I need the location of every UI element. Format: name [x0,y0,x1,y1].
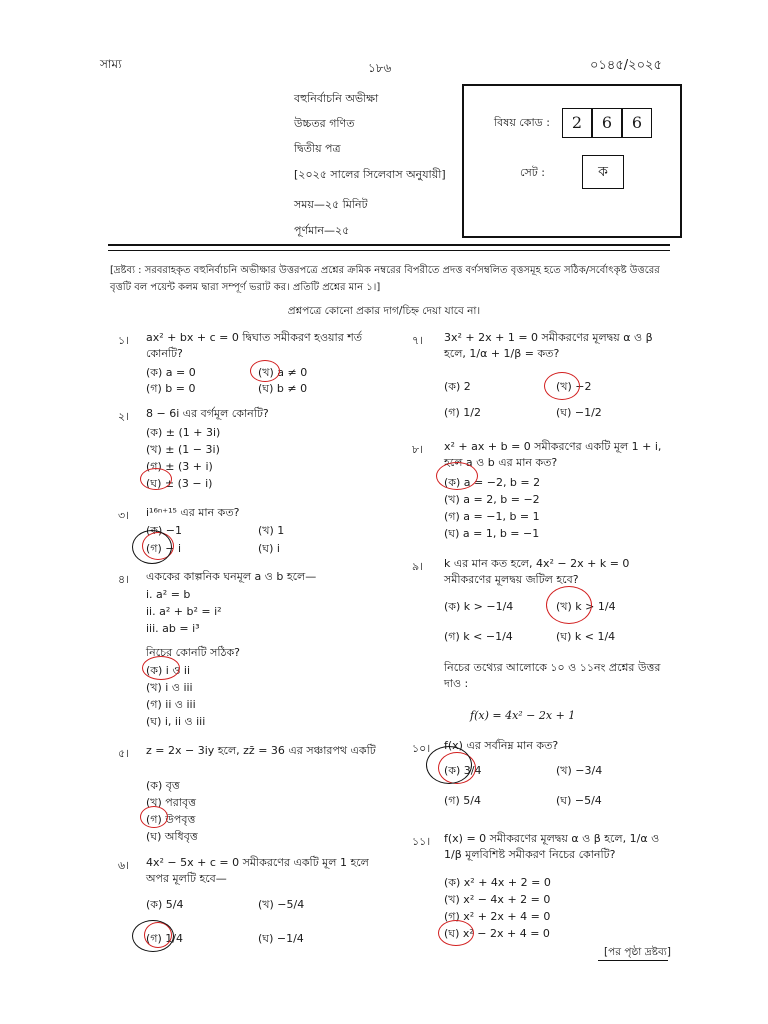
question-number: ৯। [412,560,424,573]
option-b: (খ) −3/4 [556,764,603,777]
option-b: (খ) k > 1/4 [556,600,616,613]
question-text: f(x) এর সর্বনিম্ন মান কত? [444,739,559,752]
question-text: 3x² + 2x + 1 = 0 সমীকরণের মূলদ্বয় α ও β হলে, 1/α + 1/β = কত? [444,331,653,360]
option-c: (গ) 1/4 [146,932,183,945]
option-a: (ক) ± (1 + 3i) [146,426,221,439]
time-limit: সময়—২৫ মিনিট [294,198,368,211]
subject-code-digit: 6 [622,108,652,138]
divider [108,250,670,251]
question-text: ax² + bx + c = 0 দ্বিঘাত সমীকরণ হওয়ার শর্ত কোনটি? [146,331,363,360]
option-a: (ক) a = 0 [146,366,196,379]
divider [108,244,670,246]
option-a: (ক) k > −1/4 [444,600,514,613]
question-number: ৭। [412,334,424,347]
page-number: ১৮৬ [368,61,392,75]
header-left: সাম্য [100,57,122,71]
option-c: (গ) উপবৃত্ত [146,813,196,826]
option-c: (গ) b = 0 [146,382,196,395]
option-d: (ঘ) a = 1, b = −1 [444,527,540,540]
question-text: 4x² − 5x + c = 0 সমীকরণের একটি মূল 1 হলে অপর মূলটি হবে— [146,856,369,885]
option-a: (ক) i ও ii [146,664,191,677]
option-b: (খ) ± (1 − 3i) [146,443,220,456]
warning-note: প্রশ্নপত্রে কোনো প্রকার দাগ/চিহ্ন দেয়া যাবে না। [287,305,481,317]
question-text: f(x) = 0 সমীকরণের মূলদ্বয় α ও β হলে, 1/α ও 1/β মূলবিশিষ্ট সমীকরণ নিচের কোনটি? [444,832,660,861]
question-number: ২। [118,410,130,423]
question-number: ৪। [118,573,130,586]
option-d: (ঘ) b ≠ 0 [258,382,308,395]
subject-code-digit: 2 [562,108,592,138]
option-d: (ঘ) i [258,542,280,555]
instruction-note: [দ্রষ্টব্য : সরবরাহকৃত বহুনির্বাচনি অভীক্ষার উত্তরপত্রে প্রশ্নের ক্রমিক নম্বরের বিপরীতে প্রদত্ত বর্ণসম্বলিত বৃত্তসমূহ হতে সঠিক/সর্বোৎকৃষ্ট উত্তরের বৃত্তটি বল পয়েন্ট কলম দ্বারা সম্পূর্ণ ভরাট কর। প্রতিটি প্রশ্নের মান ১।] [110,265,660,293]
question-number: ৬। [118,859,130,872]
full-marks: পূর্ণমান—২৫ [294,224,350,237]
option-a: (ক) 3/4 [444,764,482,777]
subject-name: উচ্চতর গণিত [294,117,355,130]
question-number: ৮। [412,443,424,456]
option-b: (খ) i ও iii [146,681,193,694]
question-text: x² + ax + b = 0 সমীকরণের একটি মূল 1 + i, হলে a ও b এর মান কত? [444,440,662,469]
set-value: ক [582,155,624,189]
statement-2: ii. a² + b² = i² [146,605,222,618]
option-d: (ঘ) −1/2 [556,406,602,419]
option-b: (খ) 1 [258,524,285,537]
option-b: (খ) x² − 4x + 2 = 0 [444,893,551,906]
question-number: ১১। [412,835,431,848]
option-b: (খ) −2 [556,380,592,393]
option-b: (খ) a = 2, b = −2 [444,493,540,506]
statement-1: i. a² = b [146,588,191,601]
option-a: (ক) বৃত্ত [146,779,180,792]
info-text: নিচের তথ্যের আলোকে ১০ ও ১১নং প্রশ্নের উত্তর দাও : [444,661,661,690]
question-number: ৩। [118,509,130,522]
option-a: (ক) 5/4 [146,898,184,911]
subject-code-label: বিষয় কোড : [494,116,550,129]
syllabus-note: [২০২৫ সালের সিলেবাস অনুযায়ী] [294,168,446,181]
question-number: ৫। [118,747,130,760]
option-a: (ক) 2 [444,380,471,393]
option-d: (ঘ) ± (3 − i) [146,477,213,490]
question-text: i¹⁶ⁿ⁺¹⁵ এর মান কত? [146,506,240,519]
divider [598,960,668,961]
option-c: (গ) k < −1/4 [444,630,513,643]
option-c: (গ) 5/4 [444,794,481,807]
subject-code-digit: 6 [592,108,622,138]
option-b: (খ) পরাবৃত্ত [146,796,197,809]
statement-3: iii. ab = i³ [146,622,200,635]
option-b: (খ) a ≠ 0 [258,366,308,379]
option-c: (গ) ± (3 + i) [146,460,213,473]
paper-part: দ্বিতীয় পত্র [294,142,341,155]
option-c: (গ) a = −1, b = 1 [444,510,540,523]
option-c: (গ) − i [146,542,182,555]
question-number: ১০। [412,742,431,755]
option-a: (ক) −1 [146,524,182,537]
question-number: ১। [118,334,130,347]
question-ask: নিচের কোনটি সঠিক? [146,646,240,659]
option-d: (ঘ) অধিবৃত্ত [146,830,198,843]
option-b: (খ) −5/4 [258,898,305,911]
next-page-note: [পর পৃষ্ঠা দ্রষ্টব্য] [604,946,671,958]
option-d: (ঘ) k < 1/4 [556,630,616,643]
option-d: (ঘ) −1/4 [258,932,304,945]
option-c: (গ) x² + 2x + 4 = 0 [444,910,551,923]
option-d: (ঘ) i, ii ও iii [146,715,206,728]
option-c: (গ) ii ও iii [146,698,196,711]
exam-type: বহুনির্বাচনি অভীক্ষা [294,92,379,105]
option-a: (ক) a = −2, b = 2 [444,476,541,489]
info-formula: f(x) = 4x² − 2x + 1 [470,709,576,722]
option-d: (ঘ) x² − 2x + 4 = 0 [444,927,550,940]
question-text: 8 − 6i এর বর্গমূল কোনটি? [146,407,269,420]
set-label: সেট : [520,166,545,179]
question-text: এককের কাল্পনিক ঘনমূল a ও b হলে— [146,570,317,583]
paper-code: ০১৪৫/২০২৫ [590,58,662,73]
option-c: (গ) 1/2 [444,406,481,419]
question-text: k এর মান কত হলে, 4x² − 2x + k = 0 সমীকরণের মূলদ্বয় জটিল হবে? [444,557,630,586]
question-text: z = 2x − 3iy হলে, zz̄ = 36 এর সঞ্চারপথ একটি [146,744,376,757]
option-a: (ক) x² + 4x + 2 = 0 [444,876,551,889]
option-d: (ঘ) −5/4 [556,794,602,807]
